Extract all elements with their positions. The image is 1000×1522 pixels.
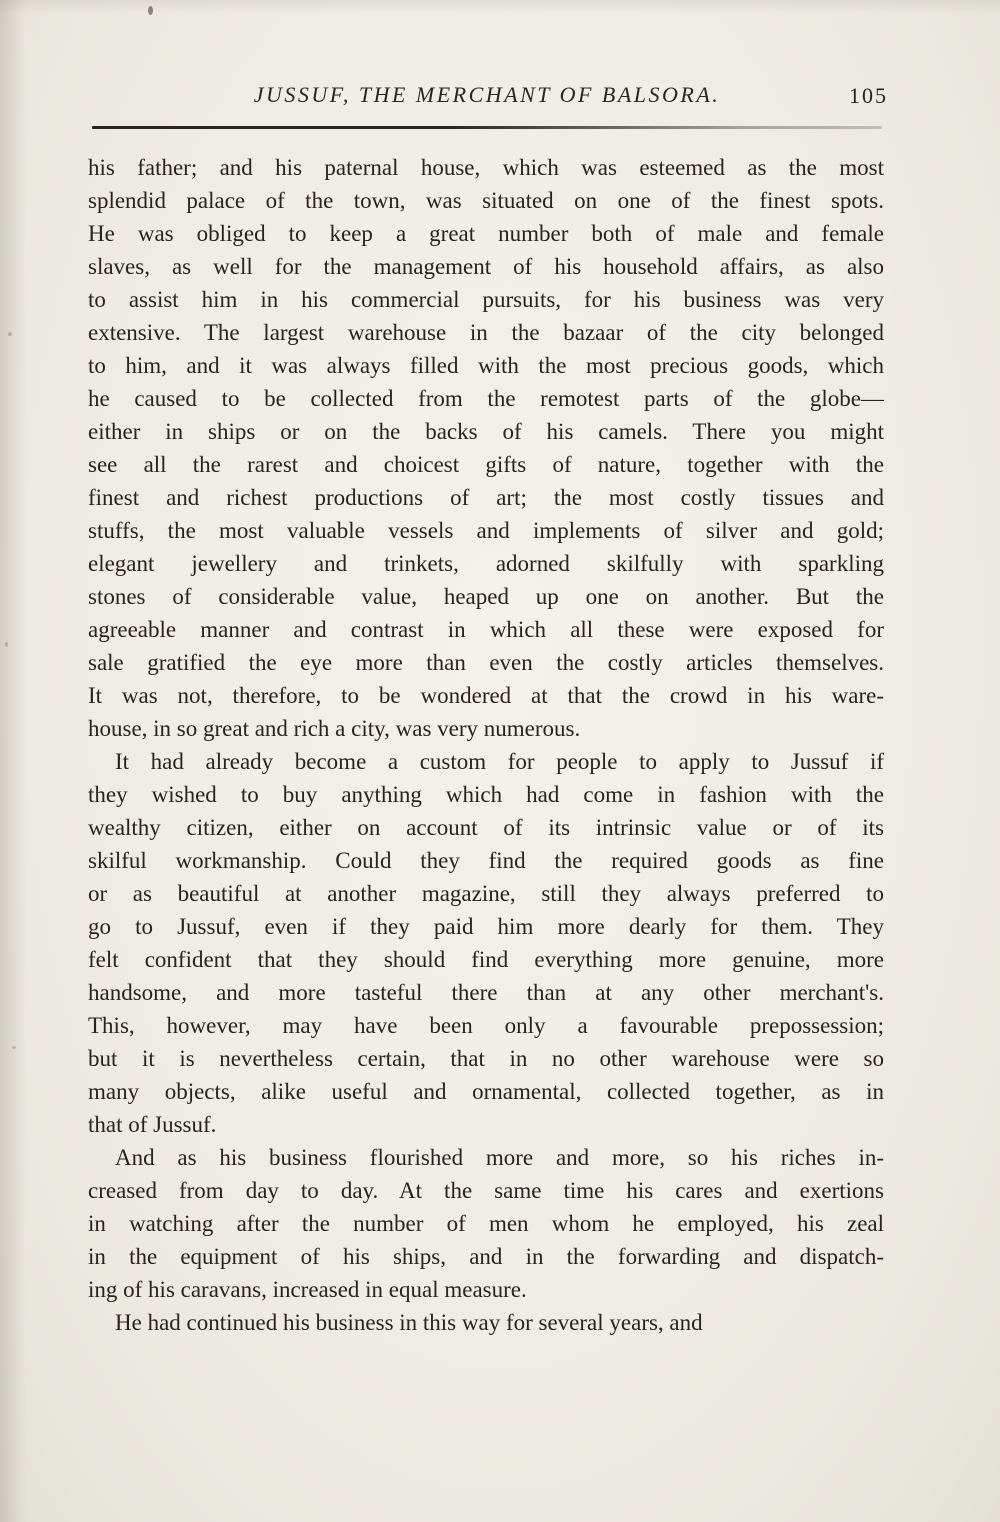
text-line: And as his business flourished more and more, so his riches in-	[115, 1145, 884, 1170]
text-line: handsome, and more tasteful there than at any other merchant's.	[88, 980, 884, 1005]
text-line: skilful workmanship. Could they find the required goods as fine	[88, 848, 884, 873]
text-line: extensive. The largest warehouse in the bazaar of the city belonged	[88, 320, 884, 345]
text-line: He had continued his business in this way for several years, and	[115, 1310, 703, 1335]
scan-speck	[8, 332, 12, 336]
text-line: It had already become a custom for people to apply to Jussuf if	[115, 749, 884, 774]
text-line: see all the rarest and choicest gifts of nature, together with the	[88, 452, 884, 477]
paragraph	[88, 1306, 884, 1339]
header-rule	[92, 126, 882, 129]
text-line: splendid palace of the town, was situated on one of the finest spots.	[88, 188, 884, 213]
text-line: either in ships or on the backs of his camels. There you might	[88, 419, 884, 444]
scan-edge-shadow-left	[0, 0, 26, 1522]
paragraph	[88, 151, 884, 745]
text-line: stuffs, the most valuable vessels and implements of silver and gold;	[88, 518, 884, 543]
text-line: stones of considerable value, heaped up one on another. But the	[88, 584, 884, 609]
text-line: to assist him in his commercial pursuits, for his business was very	[88, 287, 884, 312]
text-line: wealthy citizen, either on account of its intrinsic value or of its	[88, 815, 884, 840]
page-body	[88, 151, 884, 1339]
text-line: This, however, may have been only a favourable prepossession;	[88, 1013, 884, 1038]
page-number: 105	[849, 83, 888, 108]
scan-speck	[148, 6, 153, 15]
text-line: finest and richest productions of art; the most costly tissues and	[88, 485, 884, 510]
text-line: to him, and it was always filled with the most precious goods, which	[88, 353, 884, 378]
text-line: or as beautiful at another magazine, still they always preferred to	[88, 881, 884, 906]
text-line: ing of his caravans, increased in equal measure.	[88, 1277, 527, 1302]
paragraph	[88, 1141, 884, 1306]
text-line: It was not, therefore, to be wondered at that the crowd in his ware-	[88, 683, 884, 708]
scan-speck	[12, 1046, 16, 1049]
text-line: in the equipment of his ships, and in the forwarding and dispatch-	[88, 1244, 884, 1269]
text-line: creased from day to day. At the same time his cares and exertions	[88, 1178, 884, 1203]
text-line: they wished to buy anything which had come in fashion with the	[88, 782, 884, 807]
text-line: but it is nevertheless certain, that in no other warehouse were so	[88, 1046, 884, 1071]
text-line: agreeable manner and contrast in which all these were exposed for	[88, 617, 884, 642]
text-line: he caused to be collected from the remotest parts of the globe—	[88, 386, 884, 411]
running-header	[92, 82, 888, 114]
text-line: house, in so great and rich a city, was very numerous.	[88, 716, 581, 741]
paragraph	[88, 745, 884, 1141]
text-line: He was obliged to keep a great number both of male and female	[88, 221, 884, 246]
text-line: his father; and his paternal house, which was esteemed as the most	[88, 155, 884, 180]
scan-speck	[5, 642, 8, 647]
text-line: slaves, as well for the management of his household affairs, as also	[88, 254, 884, 279]
running-header-title: JUSSUF, THE MERCHANT OF BALSORA.	[253, 82, 721, 107]
text-line: elegant jewellery and trinkets, adorned skilfully with sparkling	[88, 551, 884, 576]
text-line: many objects, alike useful and ornamental, collected together, as in	[88, 1079, 884, 1104]
text-line: that of Jussuf.	[88, 1112, 217, 1137]
text-line: felt confident that they should find everything more genuine, more	[88, 947, 884, 972]
text-line: in watching after the number of men whom he employed, his zeal	[88, 1211, 884, 1236]
text-line: go to Jussuf, even if they paid him more dearly for them. They	[88, 914, 884, 939]
text-line: sale gratified the eye more than even the costly articles themselves.	[88, 650, 884, 675]
